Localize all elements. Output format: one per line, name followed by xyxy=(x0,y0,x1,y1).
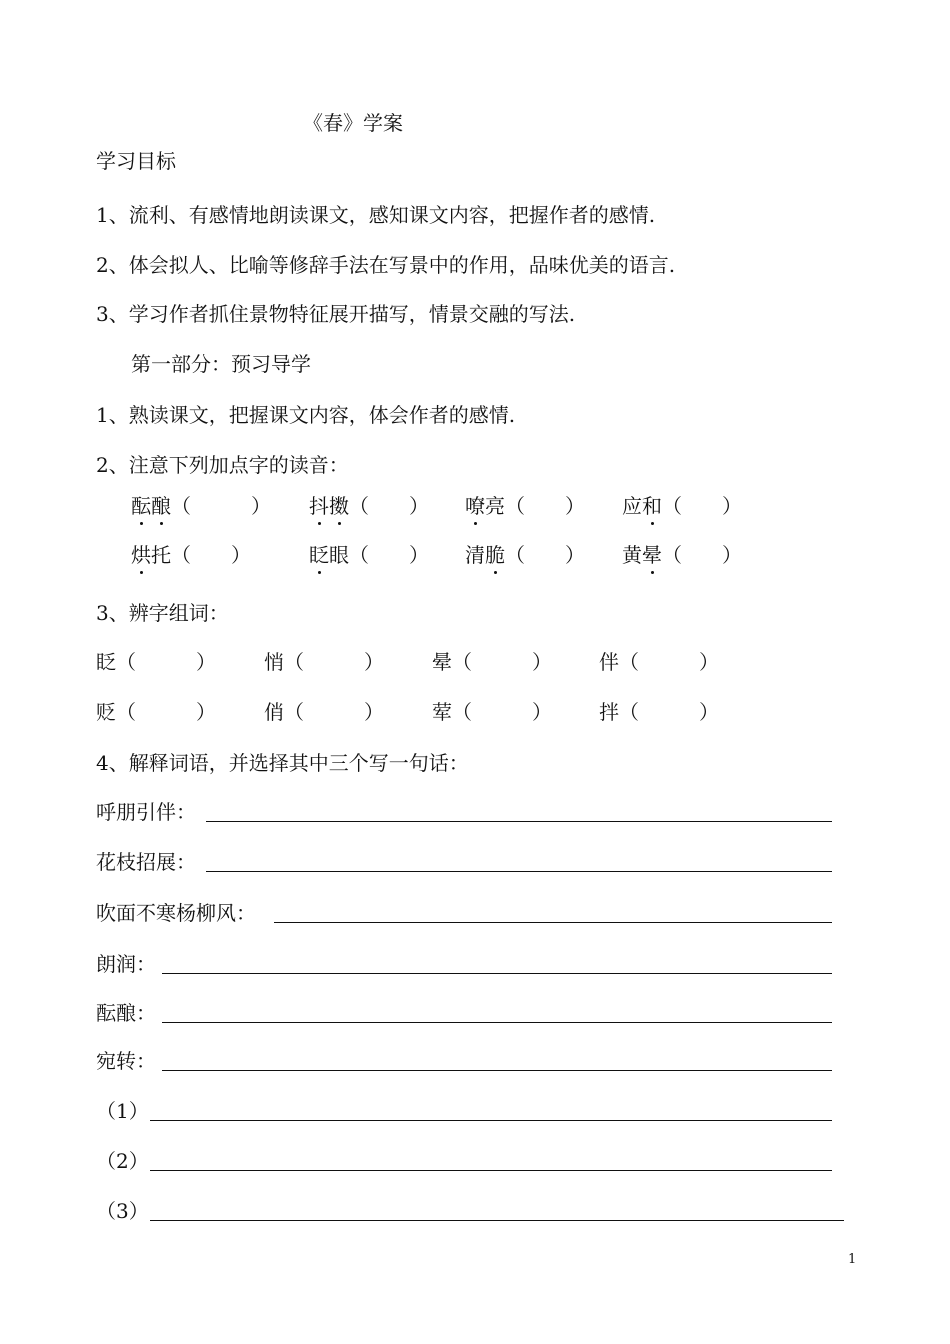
term-row xyxy=(96,901,832,925)
distinguish-item[interactable]: 悄（ ） xyxy=(264,650,384,674)
question-4: 4、解释词语，并选择其中三个写一句话： xyxy=(96,751,469,775)
objective-item: 2、体会拟人、比喻等修辞手法在写景中的作用，品味优美的语言. xyxy=(96,253,676,277)
pinyin-item xyxy=(309,494,429,518)
term-row xyxy=(96,800,832,824)
answer-blank[interactable]: （ ） xyxy=(349,494,429,518)
sentence-row xyxy=(96,1149,832,1173)
answer-line[interactable] xyxy=(206,871,832,872)
page-title: 《春》学案 xyxy=(303,111,403,135)
pinyin-item xyxy=(465,494,585,518)
answer-line[interactable] xyxy=(162,1022,832,1023)
sentence-number: （2） xyxy=(96,1149,149,1173)
distinguish-item[interactable]: 伴（ ） xyxy=(599,650,719,674)
dotted-char: 酿 xyxy=(151,494,171,518)
char: 清 xyxy=(465,543,485,567)
pinyin-item xyxy=(309,543,429,567)
distinguish-item[interactable]: 俏（ ） xyxy=(264,700,384,724)
answer-line[interactable] xyxy=(150,1170,832,1171)
term-row xyxy=(96,850,832,874)
page-number: 1 xyxy=(848,1252,857,1267)
answer-line[interactable] xyxy=(274,922,832,923)
dotted-char: 眨 xyxy=(309,543,329,567)
char: 应 xyxy=(622,494,642,518)
dotted-char: 脆 xyxy=(485,543,505,567)
term-label: 花枝招展： xyxy=(96,850,196,874)
answer-blank[interactable]: （ ） xyxy=(171,494,271,518)
question-2: 2、注意下列加点字的读音： xyxy=(96,453,349,477)
pinyin-item xyxy=(131,494,271,518)
dotted-char: 抖 xyxy=(309,494,329,518)
pinyin-item xyxy=(622,543,742,567)
dotted-char: 酝 xyxy=(131,494,151,518)
answer-line[interactable] xyxy=(150,1120,832,1121)
term-label: 朗润： xyxy=(96,952,156,976)
distinguish-item[interactable]: 荤（ ） xyxy=(432,700,552,724)
term-row xyxy=(96,1049,832,1073)
answer-blank[interactable]: （ ） xyxy=(349,543,429,567)
pinyin-item xyxy=(622,494,742,518)
pinyin-item xyxy=(465,543,585,567)
question-1: 1、熟读课文，把握课文内容，体会作者的感情. xyxy=(96,403,516,427)
objective-item: 3、学习作者抓住景物特征展开描写，情景交融的写法. xyxy=(96,302,576,326)
question-3: 3、辨字组词： xyxy=(96,601,229,625)
sentence-number: （1） xyxy=(96,1099,149,1123)
char: 托 xyxy=(151,543,171,567)
term-row xyxy=(96,1001,832,1025)
objective-item: 1、流利、有感情地朗读课文，感知课文内容，把握作者的感情. xyxy=(96,203,656,227)
objectives-heading: 学习目标 xyxy=(96,149,176,173)
answer-line[interactable] xyxy=(206,821,832,822)
dotted-char: 和 xyxy=(642,494,662,518)
answer-blank[interactable]: （ ） xyxy=(505,494,585,518)
char: 眼 xyxy=(329,543,349,567)
dotted-char: 擞 xyxy=(329,494,349,518)
distinguish-item[interactable]: 贬（ ） xyxy=(96,700,216,724)
term-label: 呼朋引伴： xyxy=(96,800,196,824)
term-label: 吹面不寒杨柳风： xyxy=(96,901,256,925)
dotted-char: 晕 xyxy=(642,543,662,567)
pinyin-item xyxy=(131,543,251,567)
answer-blank[interactable]: （ ） xyxy=(505,543,585,567)
answer-line[interactable] xyxy=(162,1070,832,1071)
distinguish-item[interactable]: 拌（ ） xyxy=(599,700,719,724)
distinguish-item[interactable]: 眨（ ） xyxy=(96,650,216,674)
answer-blank[interactable]: （ ） xyxy=(662,543,742,567)
sentence-row xyxy=(96,1199,844,1223)
answer-line[interactable] xyxy=(150,1220,844,1221)
answer-blank[interactable]: （ ） xyxy=(171,543,251,567)
term-label: 酝酿： xyxy=(96,1001,156,1025)
char: 黄 xyxy=(622,543,642,567)
term-row xyxy=(96,952,832,976)
sentence-row xyxy=(96,1099,832,1123)
part1-heading: 第一部分：预习导学 xyxy=(131,352,311,376)
answer-blank[interactable]: （ ） xyxy=(662,494,742,518)
char: 亮 xyxy=(485,494,505,518)
sentence-number: （3） xyxy=(96,1199,149,1223)
distinguish-item[interactable]: 晕（ ） xyxy=(432,650,552,674)
dotted-char: 嘹 xyxy=(465,494,485,518)
dotted-char: 烘 xyxy=(131,543,151,567)
answer-line[interactable] xyxy=(162,973,832,974)
term-label: 宛转： xyxy=(96,1049,156,1073)
